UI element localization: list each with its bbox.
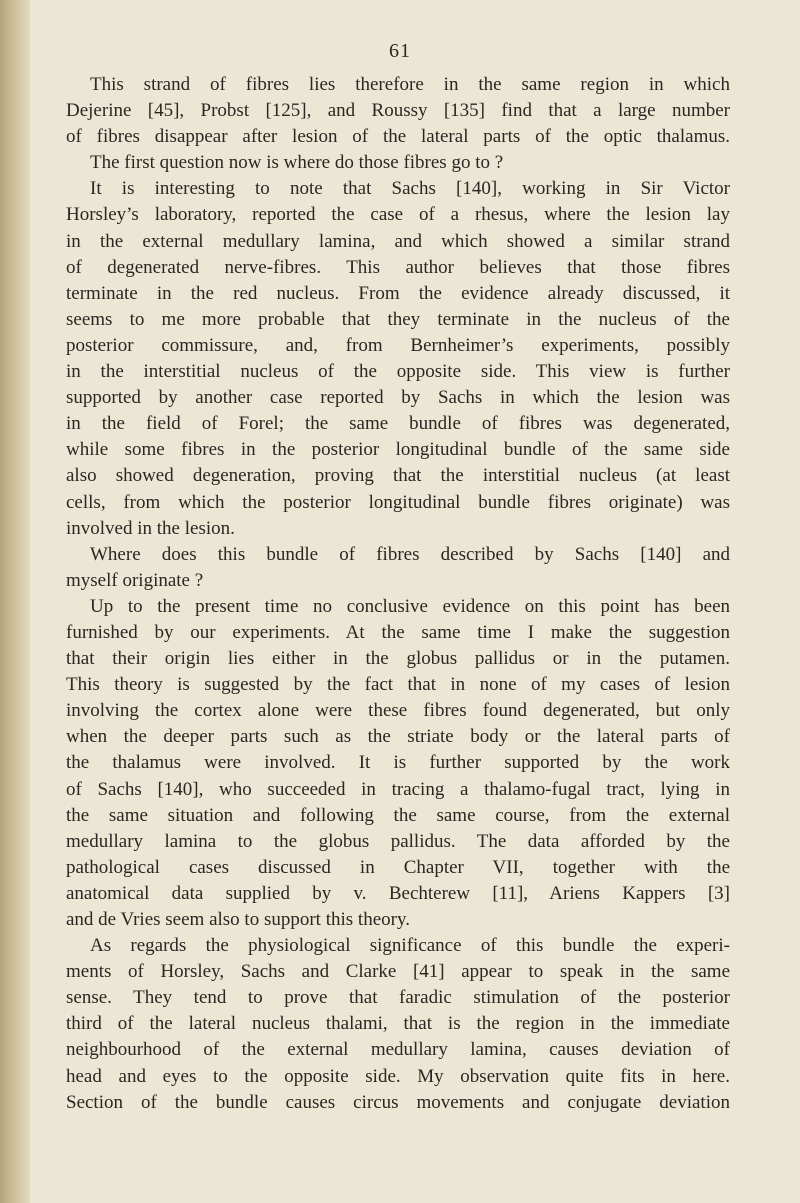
text-line: the same situation and following the same course, from the external	[66, 804, 730, 826]
text-line: when the deeper parts such as the striate body or the lateral parts of	[66, 726, 730, 748]
text-line: Up to the present time no conclusive evidence on this point has been	[90, 595, 730, 617]
text-line: As regards the physiological significance of this bundle the experi-	[90, 935, 730, 957]
text-line: in the field of Forel; the same bundle of fibres was degenerated,	[66, 413, 730, 435]
text-line: The first question now is where do those fibres go to ?	[90, 152, 504, 174]
text-line: Horsley’s laboratory, reported the case of a rhesus, where the lesion lay	[66, 204, 730, 226]
text-line: This strand of fibres lies therefore in the same region in which	[90, 74, 730, 95]
text-line: and de Vries seem also to support this theory.	[66, 909, 410, 930]
text-line: of fibres disappear after lesion of the lateral parts of the optic thalamus.	[66, 126, 730, 148]
text-line: involved in the lesion.	[66, 517, 235, 539]
text-line: cells, from which the posterior longitudinal bundle fibres originate) was	[66, 491, 730, 513]
text-line: involving the cortex alone were these fibres found degenerated, but only	[66, 700, 730, 722]
text-line: It is interesting to note that Sachs [140], working in Sir Victor	[90, 178, 730, 200]
text-line: medullary lamina to the globus pallidus. The data afforded by the	[66, 830, 730, 852]
body-text	[66, 72, 730, 1116]
text-line: ments of Horsley, Sachs and Clarke [41] appear to speak in the same	[66, 961, 730, 983]
text-line: pathological cases discussed in Chapter VII, together with the	[66, 856, 730, 878]
text-line: head and eyes to the opposite side. My observation quite fits in here.	[66, 1065, 730, 1087]
text-line: neighbourhood of the external medullary lamina, causes deviation of	[66, 1039, 730, 1061]
text-line: posterior commissure, and, from Bernheimer’s experiments, possibly	[66, 334, 730, 356]
text-line: anatomical data supplied by v. Bechterew [11], Ariens Kappers [3]	[66, 882, 730, 904]
text-line: Where does this bundle of fibres described by Sachs [140] and	[90, 543, 730, 565]
text-line: the thalamus were involved. It is further supported by the work	[66, 752, 730, 774]
text-line: also showed degeneration, proving that the interstitial nucleus (at least	[66, 465, 730, 487]
page-number: 61	[389, 40, 411, 62]
text-line: while some fibres in the posterior longitudinal bundle of the same side	[66, 439, 730, 461]
text-line: Section of the bundle causes circus movements and conjugate deviation	[66, 1091, 730, 1113]
text-line: sense. They tend to prove that faradic stimulation of the posterior	[66, 987, 730, 1009]
text-line: Dejerine [45], Probst [125], and Roussy [135] find that a large number	[66, 100, 730, 122]
text-line: seems to me more probable that they terminate in the nucleus of the	[66, 308, 730, 330]
text-line: of Sachs [140], who succeeded in tracing a thalamo-fugal tract, lying in	[66, 778, 730, 800]
binding-shadow	[0, 0, 30, 1203]
text-line: furnished by our experiments. At the same time I make the suggestion	[66, 621, 730, 643]
text-line: of degenerated nerve-fibres. This author believes that those fibres	[66, 256, 730, 278]
text-line: in the interstitial nucleus of the opposite side. This view is further	[66, 361, 730, 383]
text-line: in the external medullary lamina, and which showed a similar strand	[66, 230, 730, 252]
text-line: myself originate ?	[66, 569, 204, 591]
text-line: This theory is suggested by the fact that in none of my cases of lesion	[66, 674, 730, 696]
text-line: supported by another case reported by Sachs in which the lesion was	[66, 387, 730, 409]
text-line: terminate in the red nucleus. From the evidence already discussed, it	[66, 282, 730, 304]
text-line: third of the lateral nucleus thalami, that is the region in the immediate	[66, 1013, 730, 1035]
text-line: that their origin lies either in the globus pallidus or in the putamen.	[66, 648, 730, 670]
